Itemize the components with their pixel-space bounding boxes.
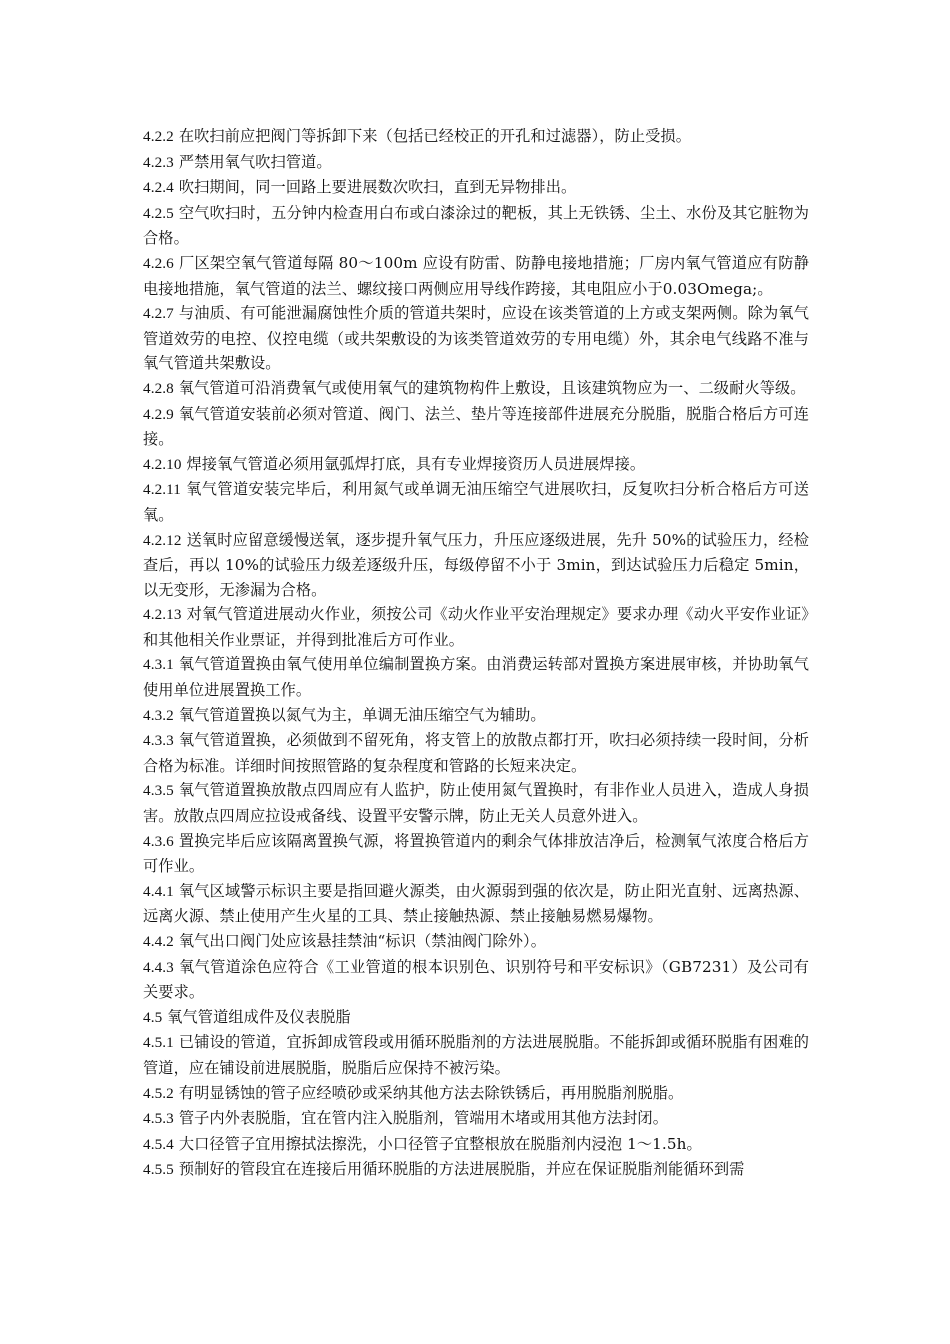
clause-number: 4.5.5: [143, 1161, 174, 1179]
paragraph-4-5-3: [143, 1106, 809, 1132]
paragraph-4-5-5: [143, 1157, 809, 1183]
section-heading-4-5: [143, 1005, 809, 1031]
paragraph-4-2-2: [143, 124, 809, 150]
paragraph-4-2-10: [143, 452, 809, 478]
paragraph-4-3-5: [143, 778, 809, 828]
clause-number: 4.2.9: [143, 405, 174, 423]
clause-text: 氧气管道组成件及仪表脱脂: [167, 1007, 351, 1026]
paragraph-4-2-5: [143, 201, 809, 251]
clause-text: 氧气管道置换，必须做到不留死角，将支管上的放散点都打开，吹扫必须持续一段时间，分析合格为标准。详细时间按照管路的复杂程度和管路的长短来决定。: [143, 731, 809, 775]
clause-number: 4.4.2: [143, 933, 174, 950]
clause-text: 在吹扫前应把阀门等拆卸下来（包括已经校正的开孔和过滤器），防止受损。: [178, 127, 691, 145]
paragraph-4-2-8: [143, 376, 809, 402]
clause-number: 4.5.1: [143, 1034, 174, 1052]
clause-number: 4.5.3: [143, 1110, 174, 1128]
clause-number: 4.2.6: [143, 254, 174, 272]
clause-number: 4.2.8: [143, 379, 174, 397]
paragraph-4-3-1: [143, 652, 809, 702]
clause-number: 4.2.11: [143, 481, 182, 499]
document-body: [143, 124, 809, 1183]
clause-number: 4.2.12: [143, 531, 182, 549]
paragraph-4-2-3: [143, 150, 809, 176]
clause-text: 氧气管道置换由氧气使用单位编制置换方案。由消费运转部对置换方案进展审核，并协助氧气使用单位进展置换工作。: [143, 655, 809, 700]
clause-number: 4.4.1: [143, 882, 174, 900]
paragraph-4-2-11: [143, 477, 809, 527]
clause-text: 大口径管子宜用擦拭法擦洗，小口径管子宜整根放在脱脂剂内浸泡 1～1.5h。: [178, 1134, 702, 1153]
clause-text: 对氧气管道进展动火作业，须按公司《动火作业平安治理规定》要求办理《动火平安作业证》和其他相关作业票证，并得到批准后方可作业。: [143, 605, 809, 649]
clause-number: 4.2.7: [143, 305, 174, 323]
clause-number: 4.5: [143, 1008, 163, 1026]
clause-text: 空气吹扫时，五分钟内检查用白布或白漆涂过的靶板，其上无铁锈、尘土、水份及其它脏物为合格。: [143, 203, 809, 248]
clause-text: 焊接氧气管道必须用氩弧焊打底，具有专业焊接资历人员进展焊接。: [186, 454, 646, 473]
clause-text: 氧气管道置换以氮气为主，单调无油压缩空气为辅助。: [178, 705, 546, 724]
paragraph-4-2-13: [143, 602, 809, 652]
paragraph-4-2-7: [143, 301, 809, 376]
clause-number: 4.3.5: [143, 782, 174, 800]
clause-text: 氧气出口阀门处应该悬挂禁油“标识（禁油阀门除外）。: [178, 932, 546, 950]
paragraph-4-2-12: [143, 528, 809, 603]
clause-text: 吹扫期间，同一回路上要进展数次吹扫，直到无异物排出。: [178, 178, 577, 197]
clause-number: 4.2.3: [143, 153, 174, 171]
paragraph-4-5-1: [143, 1030, 809, 1080]
clause-text: 置换完毕后应该隔离置换气源，将置换管道内的剩余气体排放洁净后，检测氧气浓度合格后方可作业。: [143, 831, 809, 876]
clause-text: 氧气管道安装完毕后，利用氮气或单调无油压缩空气进展吹扫，反复吹扫分析合格后方可送氧。: [143, 480, 809, 524]
clause-number: 4.3.1: [143, 656, 174, 674]
paragraph-4-4-3: [143, 955, 809, 1005]
clause-text: 已铺设的管道，宜拆卸成管段或用循环脱脂剂的方法进展脱脂。不能拆卸或循环脱脂有困难的管道，应在铺设前进展脱脂，脱脂后应保持不被污染。: [143, 1033, 809, 1077]
paragraph-4-2-6: [143, 251, 809, 301]
paragraph-4-2-4: [143, 175, 809, 201]
clause-number: 4.4.3: [143, 958, 174, 976]
clause-text: 有明显锈蚀的管子应经喷砂或采纳其他方法去除铁锈后，再用脱脂剂脱脂。: [178, 1083, 684, 1102]
clause-text: 预制好的管段宜在连接后用循环脱脂的方法进展脱脂，并应在保证脱脂剂能循环到需: [178, 1160, 745, 1179]
paragraph-4-5-4: [143, 1132, 809, 1158]
clause-text: 严禁用氧气吹扫管道。: [178, 152, 332, 171]
clause-text: 与油质、有可能泄漏腐蚀性介质的管道共架时，应设在该类管道的上方或支架两侧。除为氧气管道效劳的电控、仪控电缆（或共架敷设的为该类管道效劳的专用电缆）外，其余电气线路不准与氧气管道共架敷设。: [143, 304, 809, 373]
clause-number: 4.3.2: [143, 706, 174, 724]
clause-number: 4.2.2: [143, 128, 174, 145]
clause-text: 管子内外表脱脂，宜在管内注入脱脂剂，管端用木堵或用其他方法封闭。: [178, 1109, 669, 1128]
paragraph-4-2-9: [143, 402, 809, 452]
clause-text: 送氧时应留意缓慢送氧，逐步提升氧气压力，升压应逐级进展，先升 50%的试验压力，经检查后，再以 10%的试验压力级差逐级升压，每级停留不小于 3min，到达试验压力后稳定 5min，以无变形，无渗漏为合格。: [143, 530, 809, 599]
clause-number: 4.2.4: [143, 179, 174, 197]
clause-text: 氧气管道置换放散点四周应有人监护，防止使用氮气置换时，有非作业人员进入，造成人身损害。放散点四周应拉设戒备线、设置平安警示牌，防止无关人员意外进入。: [143, 781, 809, 826]
clause-number: 4.2.5: [143, 204, 174, 222]
clause-number: 4.2.13: [143, 606, 182, 624]
paragraph-4-5-2: [143, 1081, 809, 1107]
clause-number: 4.3.6: [143, 832, 174, 850]
clause-number: 4.5.2: [143, 1084, 174, 1102]
paragraph-4-3-6: [143, 829, 809, 879]
paragraph-4-3-3: [143, 728, 809, 778]
paragraph-4-3-2: [143, 703, 809, 729]
paragraph-4-4-1: [143, 879, 809, 929]
clause-number: 4.3.3: [143, 732, 174, 750]
clause-text: 氧气管道涂色应符合《工业管道的根本识别色、识别符号和平安标识》（GB7231）及公司有关要求。: [143, 957, 809, 1002]
paragraph-4-4-2: [143, 929, 809, 955]
clause-text: 氧气管道安装前必须对管道、阀门、法兰、垫片等连接部件进展充分脱脂，脱脂合格后方可连接。: [143, 404, 809, 449]
clause-text: 氧气区域警示标识主要是指回避火源类，由火源弱到强的依次是，防止阳光直射、远离热源、远离火源、禁止使用产生火星的工具、禁止接触热源、禁止接触易燃易爆物。: [143, 881, 809, 926]
clause-text: 氧气管道可沿消费氧气或使用氧气的建筑物构件上敷设，且该建筑物应为一、二级耐火等级。: [178, 378, 806, 397]
clause-text: 厂区架空氧气管道每隔 80～100m 应设有防雷、防静电接地措施；厂房内氧气管道应有防静电接地措施，氧气管道的法兰、螺纹接口两侧应用导线作跨接，其电阻应小于0.03Omega;。: [143, 253, 809, 298]
clause-number: 4.5.4: [143, 1135, 174, 1153]
clause-number: 4.2.10: [143, 455, 182, 473]
